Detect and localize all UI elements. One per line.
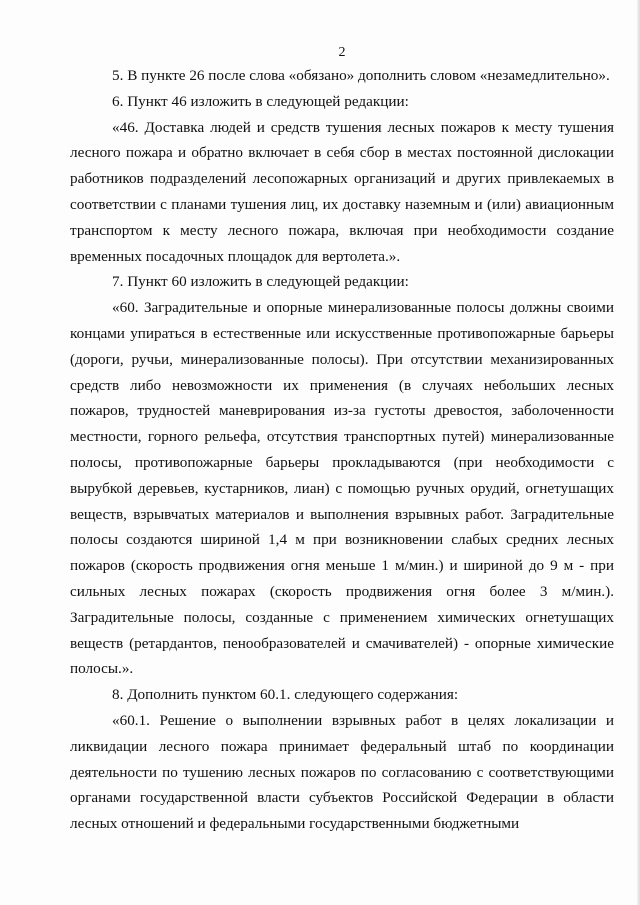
- paragraph-item-6: 6. Пункт 46 изложить в следующей редакции:: [112, 92, 409, 110]
- paragraph-item-46-text: «46. Доставка людей и средств тушения лесных пожаров к месту тушения лесного пожара и обратно включает в себя сбор в местах постоянной дислокации работников подразделений лесопожарных организаций и других привлекаемых в соответствии с планами тушения лиц, их доставку наземным и (или) авиационным транспортом к месту лесного пожара, включая при необходимости создание временных посадочных площадок для вертолета.».: [70, 118, 614, 265]
- paragraph-item-8: 8. Дополнить пунктом 60.1. следующего содержания:: [112, 686, 459, 704]
- paragraph-item-7: 7. Пункт 60 изложить в следующей редакции:: [112, 273, 409, 291]
- page-number: 2: [338, 45, 346, 60]
- paragraph-item-60-1-text: «60.1. Решение о выполнении взрывных работ в целях локализации и ликвидации лесного пожара принимает федеральный штаб по координации деятельности по тушению лесных пожаров по согласованию с соответствующими органами государственной власти субъектов Российской Федерации в области лесных отношений и федеральными государственными бюджетными: [70, 711, 614, 833]
- paragraph-item-5: 5. В пункте 26 после слова «обязано» дополнить словом «незамедлительно».: [112, 67, 610, 84]
- paragraph-item-60-text: «60. Заградительные и опорные минерализованные полосы должны своими концами упираться в естественные или искусственные противопожарные барьеры (дороги, ручьи, минерализованные полосы). При отсутствии механизированных средств либо невозможности их применения (в случаях небольших лесных пожаров, трудностей маневрирования из-за густоты древостоя, заболоченности местности, горного рельефа, отсутствия транспортных путей) минерализованные полосы, противопожарные барьеры прокладываются (при необходимости с вырубкой деревьев, кустарников, лиан) с помощью ручных орудий, огнетушащих веществ, взрывчатых материалов и выполнения взрывных работ. Заградительные полосы создаются шириной 1,4 м при возникновении слабых средних лесных пожаров (скорость продвижения огня меньше 1 м/мин.) и шириной до 9 м - при сильных лесных пожарах (скорость продвижения огня более 3 м/мин.). Заградительные полосы, созданные с применением химических огнетушащих веществ (ретардантов, пенообразователей и смачивателей) - опорные химические полосы.».: [70, 299, 614, 678]
